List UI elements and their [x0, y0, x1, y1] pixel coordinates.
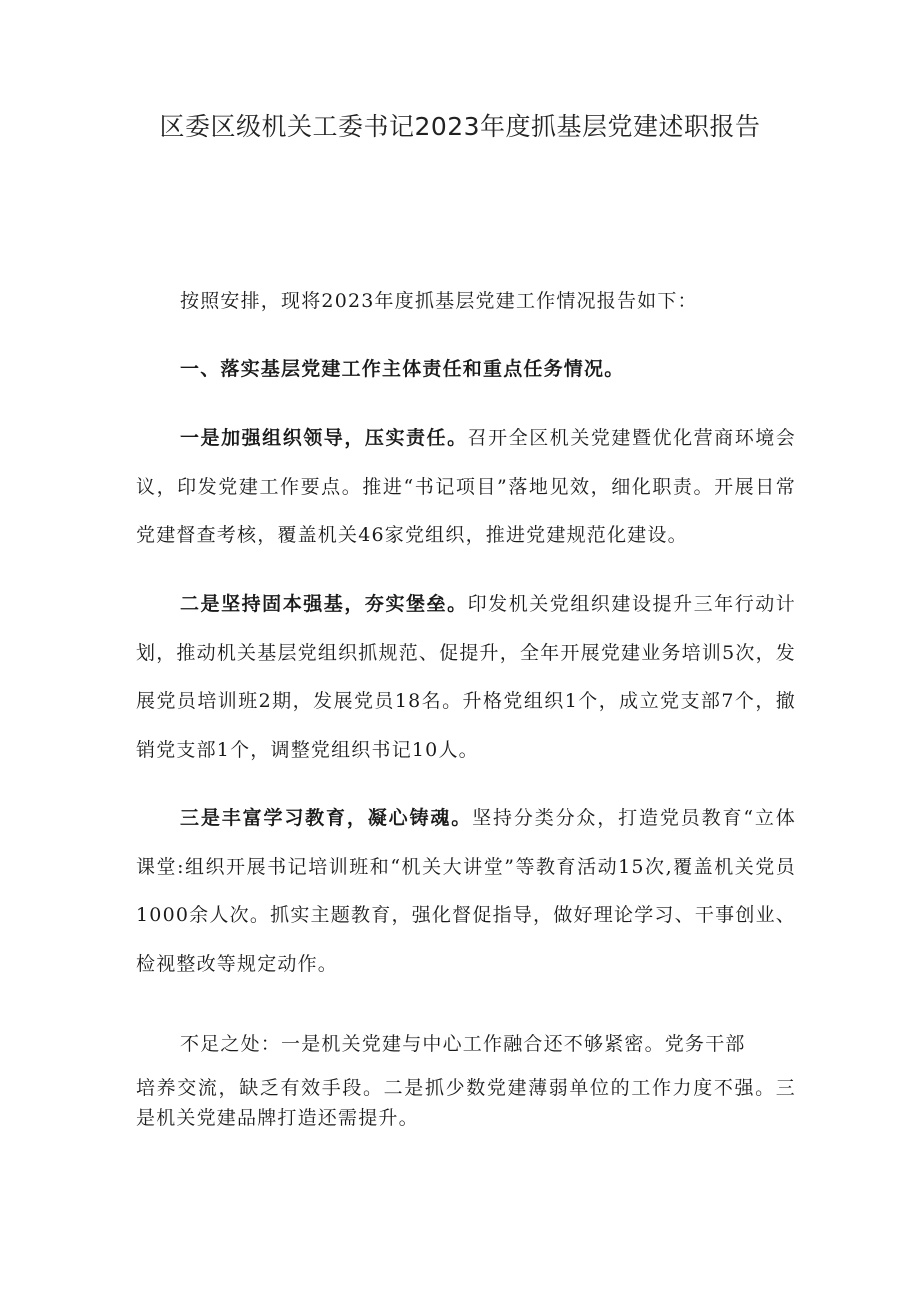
item-three-paragraph [136, 794, 796, 988]
item-one-text: 召开全区机关党建暨优化营商环境会议，印发党建工作要点。推进“书记项目”落地见效，细化职责。开展日常党建督查考核，覆盖机关46家党组织，推进党建规范化建设。 [136, 427, 796, 546]
item-two-text: 印发机关党组织建设提升三年行动计划，推动机关基层党组织抓规范、促提升，全年开展党建业务培训5次，发展党员培训班2期，发展党员18名。升格党组织1个，成立党支部7个，撤销党支部1个，调整党组织书记10人。 [136, 593, 796, 761]
shortcomings-line-1: 不足之处：一是机关党建与中心工作融合还不够紧密。党务干部 [180, 1033, 746, 1055]
item-three-lead: 三是丰富学习教育，凝心铸魂。 [180, 807, 473, 829]
shortcomings-line-2: 培养交流，缺乏有效手段。二是抓少数党建薄弱单位的工作力度不强。三是机关党建品牌打造还需提升。 [136, 1077, 796, 1129]
document-title: 区委区级机关工委书记2023年度抓基层党建述职报告 [159, 112, 761, 141]
item-two-paragraph [136, 580, 796, 774]
item-three-text: 坚持分类分众，打造党员教育“立体课堂:组织开展书记培训班和“机关大讲堂”等教育活动15次,覆盖机关党员1000余人次。抓实主题教育，强化督促指导，做好理论学习、干事创业、检视整改等规定动作。 [136, 807, 796, 975]
section-heading: 一、落实基层党建工作主体责任和重点任务情况。 [180, 358, 625, 380]
intro-paragraph: 按照安排，现将2023年度抓基层党建工作情况报告如下： [180, 290, 698, 312]
item-one-lead: 一是加强组织领导，压实责任。 [180, 427, 468, 449]
item-two-lead: 二是坚持固本强基，夯实堡垒。 [180, 593, 468, 615]
item-one-paragraph [136, 414, 796, 560]
